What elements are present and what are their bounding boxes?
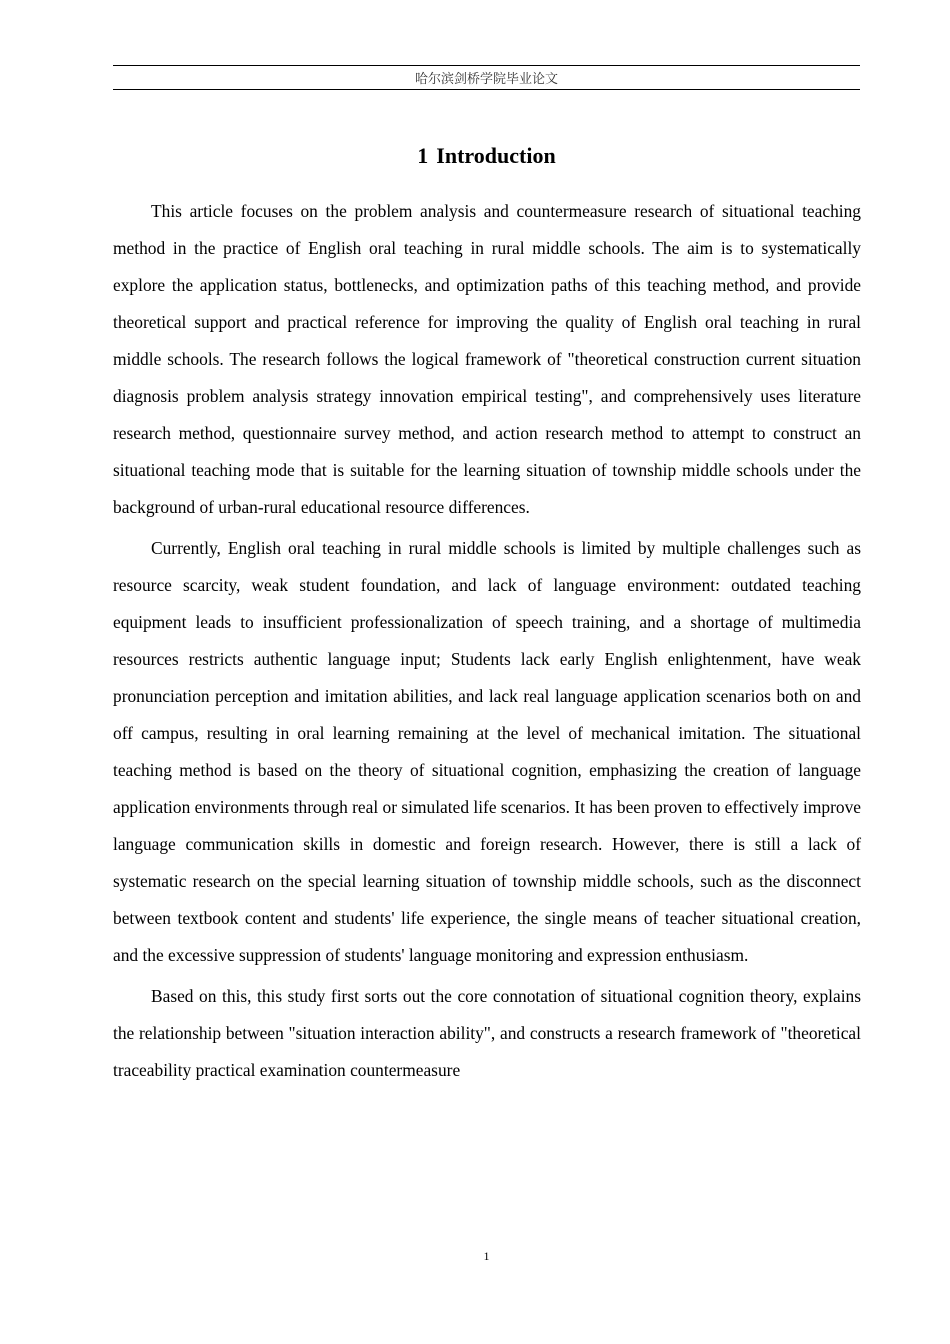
paragraph: This article focuses on the problem analysis and countermeasure research of situational teaching method in the practice of English oral teaching in rural middle schools. The aim is to systematically explore the application status, bottlenecks, and optimization paths of this teaching method, and provide theoretical support and practical reference for improving the quality of English oral teaching in rural middle schools. The research follows the logical framework of "theoretical construction current situation diagnosis problem analysis strategy innovation empirical testing", and comprehensively uses literature research method, questionnaire survey method, and action research method to attempt to construct an situational teaching mode that is suitable for the learning situation of township middle schools under the background of urban-rural educational resource differences. [113, 201, 861, 517]
chapter-title: Introduction [436, 142, 556, 168]
paragraph: Currently, English oral teaching in rural middle schools is limited by multiple challenges such as resource scarcity, weak student foundation, and lack of language environment: outdated teaching equipment leads to insufficient professionalization of speech training, and a shortage of multimedia resources restricts authentic language input; Students lack early English enlightenment, have weak pronunciation perception and imitation abilities, and lack real language application scenarios both on and off campus, resulting in oral learning remaining at the level of mechanical imitation. The situational teaching method is based on the theory of situational cognition, emphasizing the creation of language application environments through real or simulated life scenarios. It has been proven to effectively improve language communication skills in domestic and foreign research. However, there is still a lack of systematic research on the special learning situation of township middle schools, such as the disconnect between textbook content and students' life experience, the single means of teacher situational creation, and the excessive suppression of students' language monitoring and expression enthusiasm. [113, 538, 861, 965]
body-text [113, 193, 861, 1093]
header-rule-bottom [113, 89, 860, 90]
chapter-number: 1 [417, 142, 429, 168]
chapter-heading [113, 141, 860, 171]
header-rule-top [113, 65, 860, 66]
page-number: 1 [483, 1249, 490, 1263]
paragraph: Based on this, this study first sorts out the core connotation of situational cognition theory, explains the relationship between "situation interaction ability", and constructs a research framework of "theoretical traceability practical examination countermeasure [113, 986, 861, 1080]
running-header: 哈尔滨剑桥学院毕业论文 [414, 71, 558, 86]
